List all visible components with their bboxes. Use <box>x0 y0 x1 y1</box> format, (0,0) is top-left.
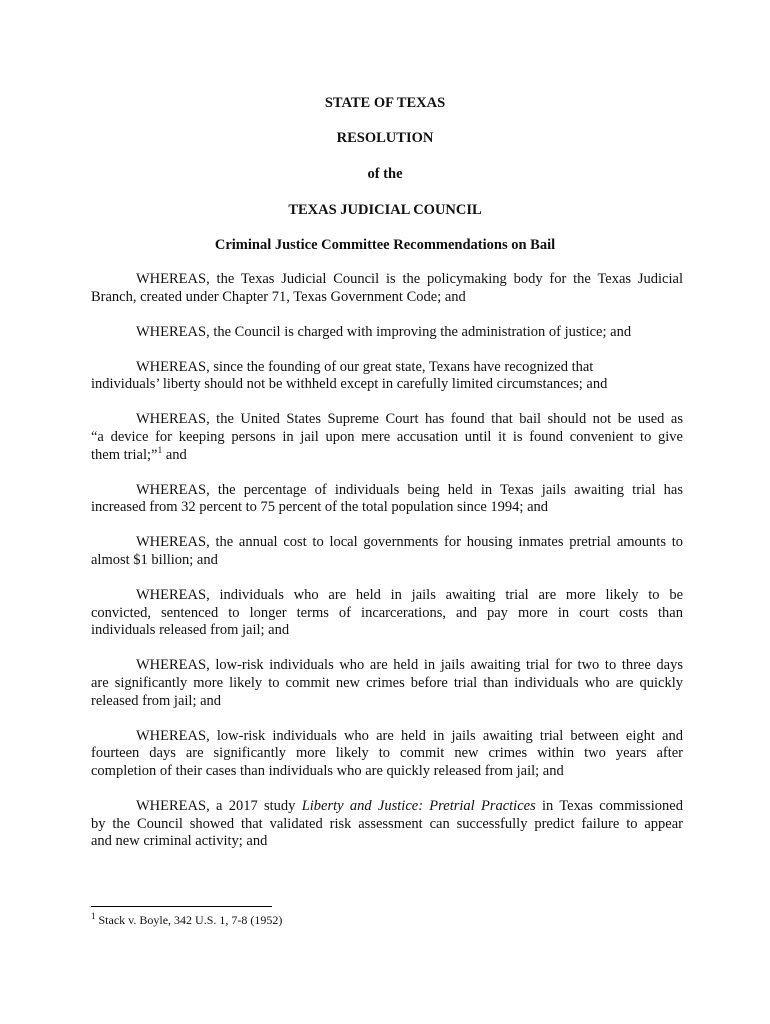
paragraph-line: fourteen days are significantly more likely to commit new crimes within two years after <box>91 745 683 762</box>
paragraph-line: completion of their cases than individuals who are quickly released from jail; and <box>91 762 564 779</box>
paragraph-line <box>91 447 683 465</box>
paragraph-line: released from jail; and <box>91 692 222 709</box>
paragraph-line: WHEREAS, since the founding of our great state, Texans have recognized that <box>136 358 594 375</box>
paragraph-line: WHEREAS, the percentage of individuals being held in Texas jails awaiting trial has <box>136 481 683 498</box>
paragraph-line: WHEREAS, the Council is charged with improving the administration of justice; and <box>136 323 632 340</box>
whereas-paragraph <box>91 271 683 306</box>
state-heading: STATE OF TEXAS <box>324 95 446 111</box>
paragraph-line: almost $1 billion; and <box>91 552 218 569</box>
whereas-paragraph <box>91 728 683 781</box>
whereas-paragraph <box>91 359 683 394</box>
footnote-text: Stack v. Boyle, 342 U.S. 1, 7-8 (1952) <box>98 913 283 927</box>
of-the-heading: of the <box>367 166 403 182</box>
paragraph-line: convicted, sentenced to longer terms of incarcerations, and pay more in court costs than <box>91 604 683 621</box>
paragraph-line: “a device for keeping persons in jail upon mere accusation until it is found convenient to give <box>91 429 683 446</box>
resolution-body <box>91 271 683 868</box>
paragraph-line: individuals’ liberty should not be withheld except in carefully limited circumstances; and <box>91 376 608 393</box>
paragraph-line: WHEREAS, low-risk individuals who are held in jails awaiting trial between eight and <box>136 727 683 744</box>
paragraph-line: WHEREAS, the United States Supreme Court has found that bail should not be used as <box>136 411 683 428</box>
study-title: Liberty and Justice: Pretrial Practices <box>301 797 536 814</box>
subject-heading: Criminal Justice Committee Recommendations on Bail <box>214 237 556 253</box>
paragraph-line: are significantly more likely to commit new crimes before trial than individuals who are quickly <box>91 675 683 691</box>
line-tail-text: and <box>162 446 187 463</box>
paragraph-line: individuals released from jail; and <box>91 622 290 639</box>
footnote <box>91 912 282 928</box>
paragraph-line: WHEREAS, the annual cost to local governments for housing inmates pretrial amounts to <box>136 534 683 551</box>
paragraph-line: by the Council showed that validated risk assessment can successfully predict failure to appear <box>91 815 683 832</box>
paragraph-line: and new criminal activity; and <box>91 833 268 850</box>
whereas-paragraph <box>91 534 683 569</box>
whereas-paragraph <box>91 587 683 640</box>
paragraph-line: WHEREAS, the Texas Judicial Council is the policymaking body for the Texas Judicial <box>136 271 683 287</box>
paragraph-line: Branch, created under Chapter 71, Texas Government Code; and <box>91 288 466 305</box>
resolution-heading: RESOLUTION <box>336 130 434 146</box>
paragraph-line <box>91 798 683 816</box>
paragraph-line: WHEREAS, low-risk individuals who are held in jails awaiting trial for two to three days <box>136 657 683 674</box>
whereas-paragraph <box>91 798 683 851</box>
council-heading: TEXAS JUDICIAL COUNCIL <box>288 202 482 218</box>
footnote-marker: 1 <box>91 911 96 921</box>
paragraph-line: WHEREAS, individuals who are held in jails awaiting trial are more likely to be <box>136 587 683 604</box>
footnote-separator <box>91 906 272 907</box>
whereas-paragraph <box>91 411 683 464</box>
paragraph-line: increased from 32 percent to 75 percent of the total population since 1994; and <box>91 499 549 516</box>
quote-end-text: them trial;” <box>91 446 158 463</box>
whereas-paragraph <box>91 482 683 517</box>
line-start-text: WHEREAS, a 2017 study <box>136 797 302 814</box>
whereas-paragraph <box>91 324 683 342</box>
footnote-reference: 1 <box>157 445 163 456</box>
whereas-paragraph <box>91 657 683 710</box>
line-tail-text: in Texas commissioned <box>535 797 683 814</box>
